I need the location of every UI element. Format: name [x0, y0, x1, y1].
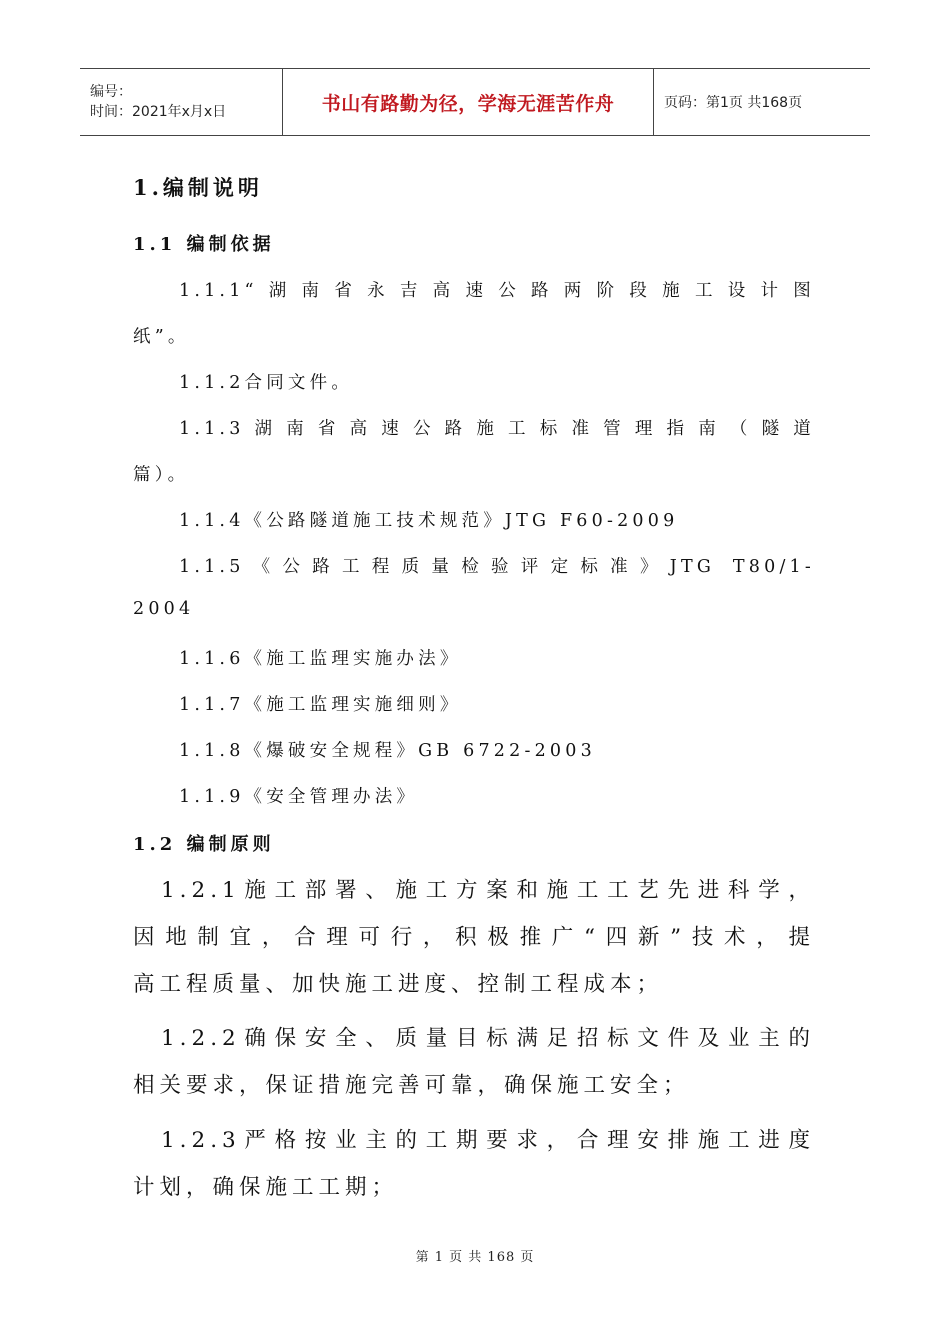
paragraph-line: 相关要求，保证措施完善可靠，确保施工安全；: [133, 1073, 690, 1098]
list-item: 篇）。: [133, 465, 190, 485]
paragraph-line: 计划，确保施工工期；: [133, 1175, 399, 1200]
paragraph-line: 1.2.3严格按业主的工期要求，合理安排施工进度: [161, 1128, 815, 1153]
paragraph-line: 因地制宜，合理可行，积极推广“四新”技术，提: [133, 925, 815, 950]
header-page-label: 页码：第1页 共168页: [664, 95, 803, 111]
section-1-2-title: 1.2 编制原则: [133, 834, 275, 855]
header-motto-cell: [282, 69, 654, 135]
list-item: 1.1.9《安全管理办法》: [179, 787, 419, 807]
header-motto: 书山有路勤为径，学海无涯苦作舟: [321, 92, 615, 115]
header-page-cell: [654, 69, 870, 135]
document-time-label: 时间：2021年x月x日: [90, 104, 227, 120]
header-meta: [80, 69, 282, 135]
heading-1: 1.编制说明: [133, 175, 263, 200]
list-item: 1.1.3湖南省高速公路施工标准管理指南（隧道: [179, 419, 815, 439]
page-header: [80, 68, 870, 136]
paragraph-line: 高工程质量、加快施工进度、控制工程成本；: [133, 972, 664, 997]
paragraph-line: 1.2.1施工部署、施工方案和施工工艺先进科学，: [161, 878, 815, 903]
list-item: 1.1.4《公路隧道施工技术规范》JTG F60-2009: [179, 511, 679, 531]
list-item: 1.1.7《施工监理实施细则》: [179, 695, 462, 715]
list-item: 2004: [133, 599, 195, 619]
paragraph-line: 1.2.2确保安全、质量目标满足招标文件及业主的: [161, 1026, 815, 1051]
list-item: 纸”。: [133, 327, 190, 347]
list-item: 1.1.2合同文件。: [179, 373, 354, 393]
list-item: 1.1.1“湖南省永吉高速公路两阶段施工设计图: [179, 281, 815, 301]
list-item: 1.1.6《施工监理实施办法》: [179, 649, 462, 669]
page-footer: 第 1 页 共 168 页: [415, 1250, 535, 1265]
list-item: 1.1.8《爆破安全规程》GB 6722-2003: [179, 741, 596, 761]
list-item: 1.1.5《公路工程质量检验评定标准》JTG T80/1-: [179, 557, 815, 577]
document-number-label: 编号：: [90, 84, 132, 100]
section-1-1-title: 1.1 编制依据: [133, 234, 275, 255]
